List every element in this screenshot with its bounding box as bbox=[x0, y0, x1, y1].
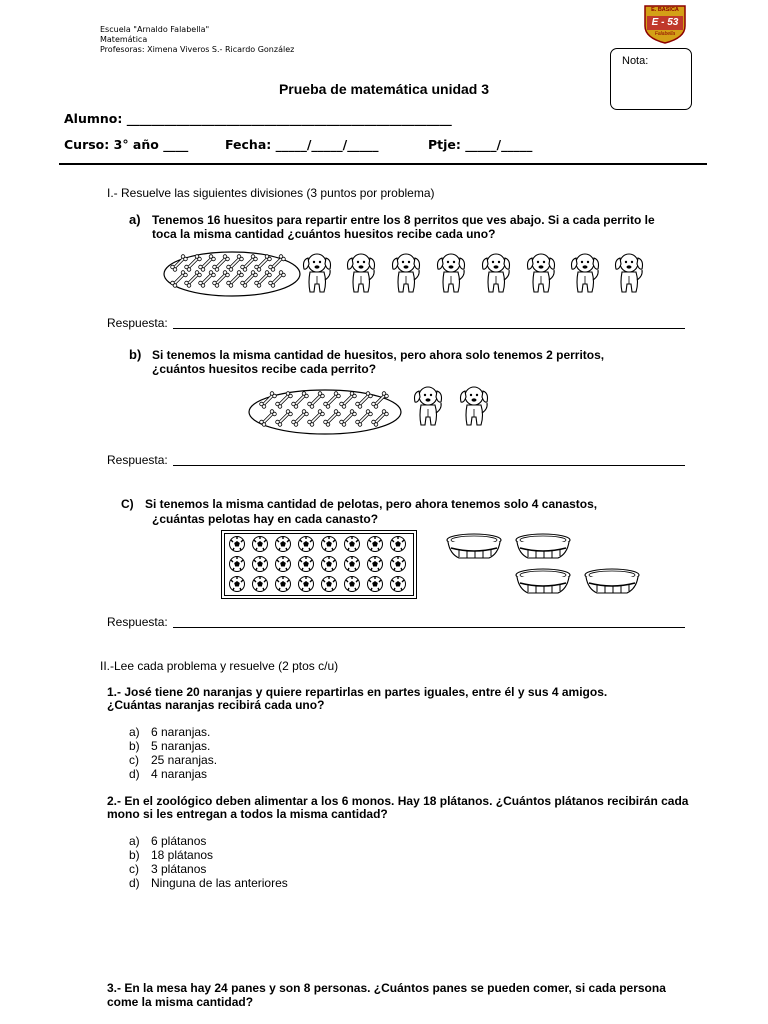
ball-mark bbox=[253, 537, 268, 552]
problem-a-line2: toca la misma cantidad ¿cuántos huesitos recibe cada uno? bbox=[152, 227, 496, 241]
q2-option-d[interactable] bbox=[129, 876, 288, 890]
ball-mark bbox=[391, 537, 406, 552]
bones-illustration-a bbox=[162, 248, 302, 300]
q2-option-b[interactable] bbox=[129, 848, 213, 862]
option-text: 6 plátanos bbox=[151, 834, 207, 848]
problem-a-line1: Tenemos 16 huesitos para repartir entre los 8 perritos que ves abajo. Si a cada perrito le bbox=[152, 213, 655, 227]
ball-mark bbox=[345, 537, 360, 552]
ball-mark bbox=[322, 557, 337, 572]
option-letter: a) bbox=[129, 725, 140, 739]
q1-option-c[interactable] bbox=[129, 753, 217, 767]
ball-mark bbox=[368, 557, 383, 572]
dogs-row-b bbox=[409, 383, 499, 431]
dogs-row-a bbox=[300, 250, 650, 296]
ball-mark bbox=[322, 577, 337, 592]
ball-mark bbox=[276, 537, 291, 552]
option-text: 5 naranjas. bbox=[151, 739, 211, 753]
page-title: Prueba de matemática unidad 3 bbox=[278, 81, 490, 97]
q2-option-c[interactable] bbox=[129, 862, 206, 876]
option-text: Ninguna de las anteriores bbox=[151, 876, 288, 890]
q1-line2: ¿Cuántas naranjas recibirá cada uno? bbox=[107, 698, 325, 712]
problem-b-line1: Si tenemos la misma cantidad de huesitos, pero ahora solo tenemos 2 perritos, bbox=[152, 348, 605, 362]
bones-illustration-b bbox=[247, 385, 407, 439]
section2-heading: II.-Lee cada problema y resuelve (2 ptos c/u) bbox=[100, 659, 339, 673]
answer-label-a: Respuesta: bbox=[107, 316, 168, 330]
option-text: 3 plátanos bbox=[151, 862, 207, 876]
option-letter: c) bbox=[129, 753, 139, 767]
course-field[interactable]: Curso: 3° año ____ bbox=[64, 137, 189, 152]
logo-top-text: E. BASICA bbox=[651, 7, 679, 13]
q3-line2: come la misma cantidad? bbox=[107, 995, 254, 1009]
school-logo bbox=[643, 4, 687, 44]
logo-bottom-text: Falabella bbox=[654, 31, 676, 37]
balls-grid-illustration bbox=[221, 530, 417, 600]
ball-mark bbox=[322, 537, 337, 552]
subject-name: Matemática bbox=[100, 35, 148, 44]
q2-option-a[interactable] bbox=[129, 834, 206, 848]
option-letter: b) bbox=[129, 739, 140, 753]
ball-mark bbox=[345, 577, 360, 592]
school-name: Escuela "Arnaldo Falabella" bbox=[100, 25, 210, 34]
problem-b-line2: ¿cuántos huesitos recibe cada perrito? bbox=[152, 362, 377, 376]
answer-line-a[interactable] bbox=[173, 328, 685, 329]
ball-mark bbox=[276, 577, 291, 592]
ball-mark bbox=[253, 557, 268, 572]
ball-mark bbox=[368, 577, 383, 592]
ball-mark bbox=[345, 557, 360, 572]
option-text: 6 naranjas. bbox=[151, 725, 211, 739]
header-divider bbox=[59, 163, 707, 165]
logo-mid-text: E - 53 bbox=[651, 17, 679, 28]
ball-mark bbox=[299, 557, 314, 572]
q2-line1: 2.- En el zoológico deben alimentar a los 6 monos. Hay 18 plátanos. ¿Cuántos plátanos recibirán cada bbox=[107, 794, 689, 808]
ball-mark bbox=[368, 537, 383, 552]
problem-a-letter: a) bbox=[129, 212, 141, 227]
baskets-illustration bbox=[447, 534, 657, 604]
option-letter: a) bbox=[129, 834, 140, 848]
q1-option-a[interactable] bbox=[129, 725, 210, 739]
ball-mark bbox=[230, 537, 245, 552]
grade-label: Nota: bbox=[622, 55, 649, 67]
answer-label-c: Respuesta: bbox=[107, 615, 168, 629]
option-text: 25 naranjas. bbox=[151, 753, 218, 767]
teachers-name: Profesoras: Ximena Viveros S.- Ricardo González bbox=[100, 45, 295, 54]
q1-line1: 1.- José tiene 20 naranjas y quiere repartirlas en partes iguales, entre él y sus 4 amigos. bbox=[107, 685, 608, 699]
option-text: 4 naranjas bbox=[151, 767, 208, 781]
ball-mark bbox=[230, 577, 245, 592]
ball-mark bbox=[276, 557, 291, 572]
option-letter: d) bbox=[129, 767, 140, 781]
ball-mark bbox=[230, 557, 245, 572]
score-field[interactable]: Ptje: _____/_____ bbox=[428, 137, 533, 152]
problem-b-letter: b) bbox=[129, 347, 142, 362]
problem-c-letter: C) bbox=[121, 497, 134, 511]
option-text: 18 plátanos bbox=[151, 848, 214, 862]
ball-mark bbox=[391, 557, 406, 572]
problem-c-line2: ¿cuántas pelotas hay en cada canasto? bbox=[152, 512, 379, 526]
option-letter: b) bbox=[129, 848, 140, 862]
q1-option-d[interactable] bbox=[129, 767, 207, 781]
option-letter: c) bbox=[129, 862, 139, 876]
answer-line-c[interactable] bbox=[173, 627, 685, 628]
section1-heading: I.- Resuelve las siguientes divisiones (3 puntos por problema) bbox=[107, 186, 435, 200]
answer-label-b: Respuesta: bbox=[107, 453, 168, 467]
answer-line-b[interactable] bbox=[173, 465, 685, 466]
option-letter: d) bbox=[129, 876, 140, 890]
problem-c-line1: Si tenemos la misma cantidad de pelotas, pero ahora tenemos solo 4 canastos, bbox=[145, 497, 598, 511]
ball-mark bbox=[391, 577, 406, 592]
ball-mark bbox=[299, 537, 314, 552]
ball-mark bbox=[299, 577, 314, 592]
ball-mark bbox=[253, 577, 268, 592]
student-name-field[interactable]: Alumno: ____________________________________________________ bbox=[64, 111, 452, 126]
date-field[interactable]: Fecha: _____/_____/_____ bbox=[225, 137, 379, 152]
q2-line2: mono si les entregan a todos la misma cantidad? bbox=[107, 807, 388, 821]
q1-option-b[interactable] bbox=[129, 739, 210, 753]
q3-line1: 3.- En la mesa hay 24 panes y son 8 personas. ¿Cuántos panes se pueden comer, si cada persona bbox=[107, 981, 666, 995]
